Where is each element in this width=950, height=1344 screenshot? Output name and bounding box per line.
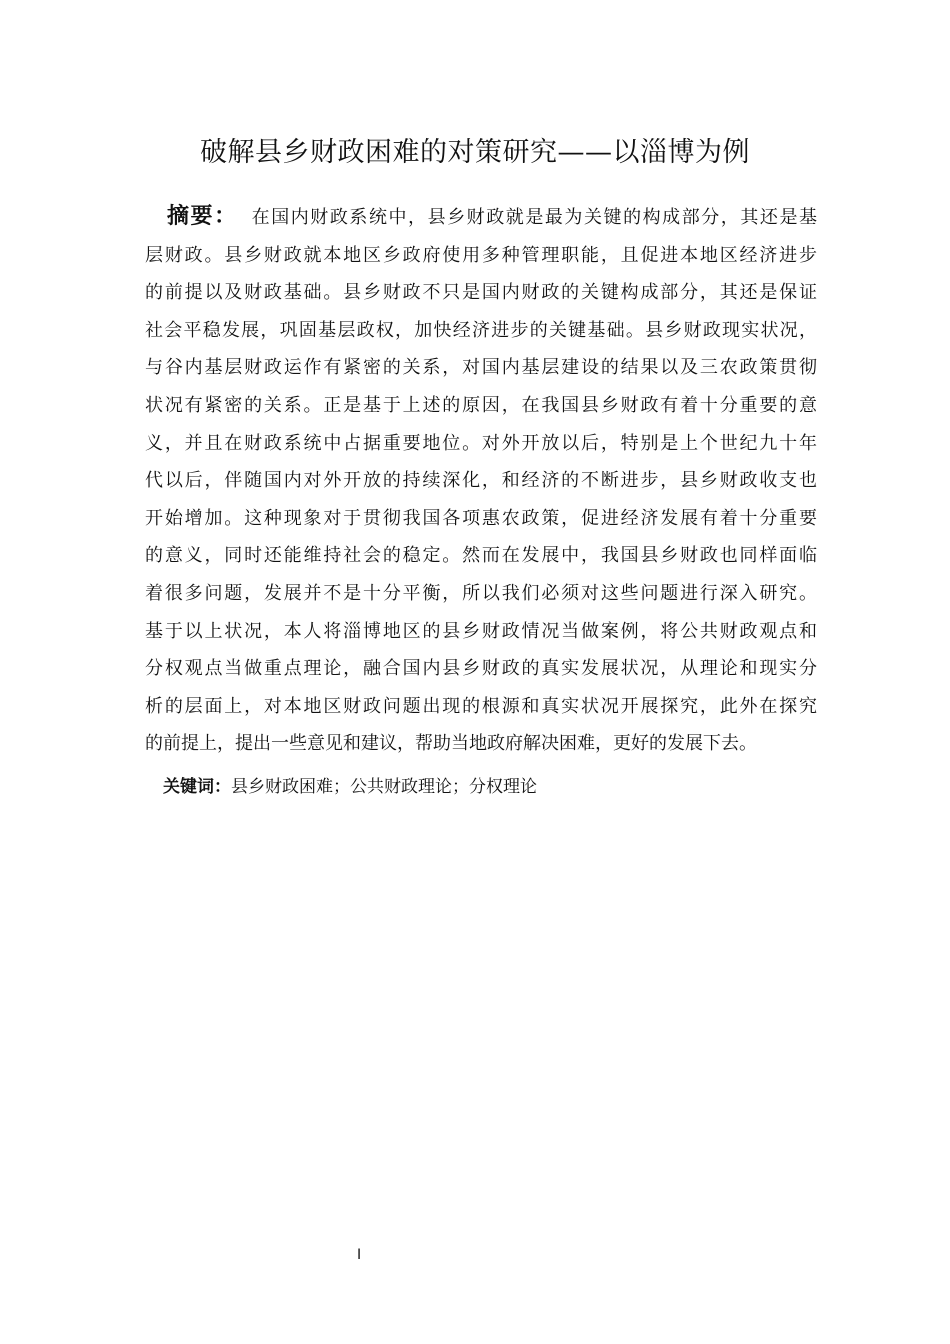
abstract-line: 的前提上，提出一些意见和建议，帮助当地政府解决困难，更好的发展下去。 [145, 733, 757, 755]
abstract-line: 的意义，同时还能维持社会的稳定。然而在发展中，我国县乡财政也同样面临 [145, 545, 817, 567]
keywords-text: 县乡财政困难；公共财政理论；分权理论 [231, 777, 537, 797]
abstract-line-text: 在国内财政系统中，县乡财政就是最为关键的构成部分，其还是基 [251, 207, 817, 228]
abstract-section [145, 198, 817, 763]
abstract-line: 着很多问题，发展并不是十分平衡，所以我们必须对这些问题进行深入研究。 [145, 582, 817, 604]
abstract-line: 的前提以及财政基础。县乡财政不只是国内财政的关键构成部分，其还是保证 [145, 282, 817, 304]
document-title: 破解县乡财政困难的对策研究——以淄博为例 [200, 137, 750, 168]
abstract-line: 析的层面上，对本地区财政问题出现的根源和真实状况开展探究，此外在探究 [145, 695, 817, 717]
page-number: I [357, 1247, 362, 1263]
abstract-line: 分权观点当做重点理论，融合国内县乡财政的真实发展状况，从理论和现实分 [145, 658, 817, 680]
abstract-line: 代以后，伴随国内对外开放的持续深化，和经济的不断进步，县乡财政收支也 [145, 470, 817, 492]
keywords [163, 771, 537, 803]
abstract-line: 层财政。县乡财政就本地区乡政府使用多种管理职能，且促进本地区经济进步 [145, 244, 817, 266]
abstract-line: 状况有紧密的关系。正是基于上述的原因，在我国县乡财政有着十分重要的意 [145, 394, 817, 416]
keywords-label: 关键词： [163, 777, 231, 797]
abstract-label: 摘要： [167, 204, 238, 229]
abstract-line [145, 198, 817, 237]
abstract-line: 基于以上状况，本人将淄博地区的县乡财政情况当做案例，将公共财政观点和 [145, 620, 817, 642]
abstract-line: 开始增加。这种现象对于贯彻我国各项惠农政策，促进经济发展有着十分重要 [145, 507, 817, 529]
abstract-line: 与谷内基层财政运作有紧密的关系，对国内基层建设的结果以及三农政策贯彻 [145, 357, 817, 379]
abstract-line: 义，并且在财政系统中占据重要地位。对外开放以后，特别是上个世纪九十年 [145, 432, 817, 454]
abstract-line: 社会平稳发展，巩固基层政权，加快经济进步的关键基础。县乡财政现实状况， [145, 319, 817, 341]
